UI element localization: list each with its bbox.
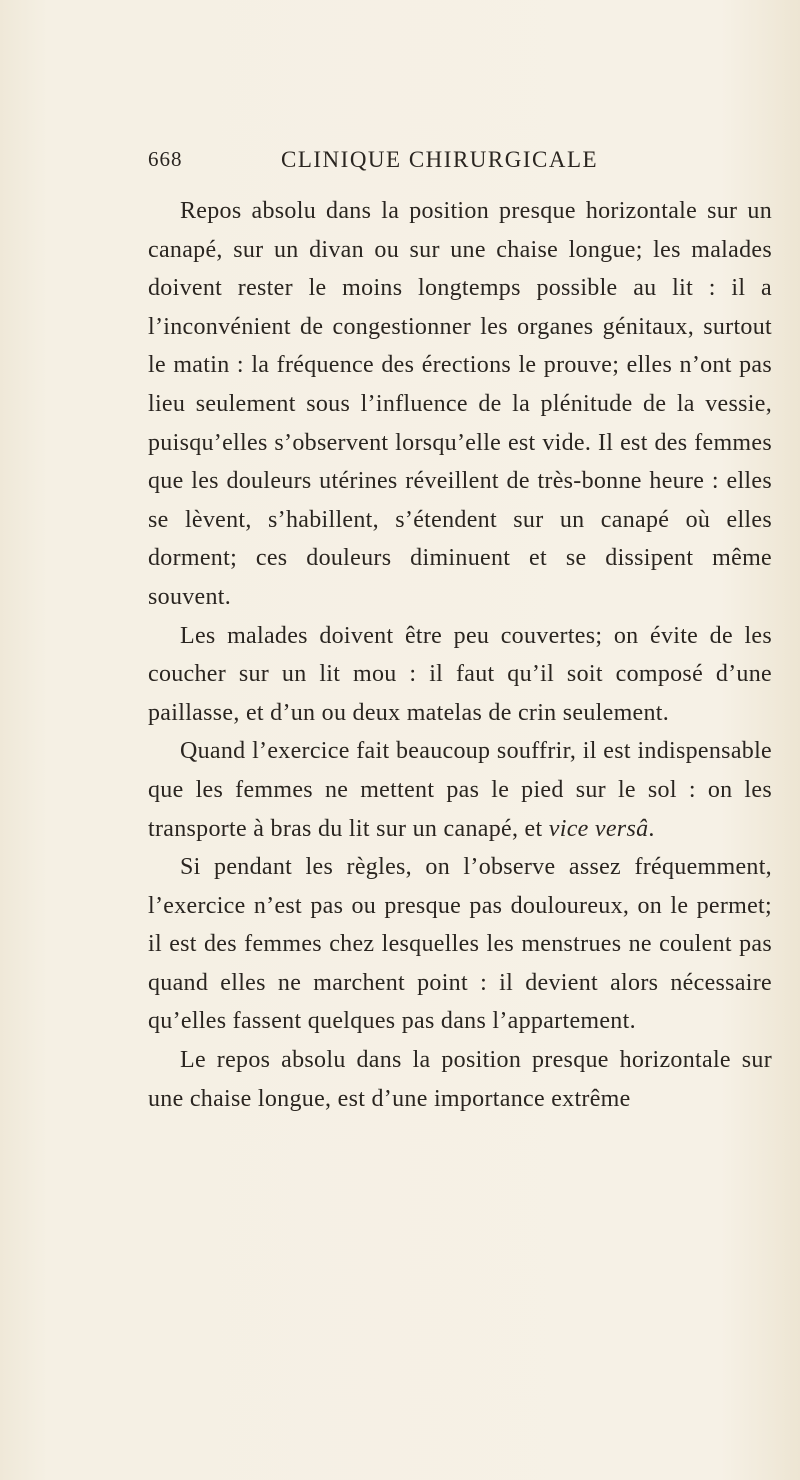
paragraph-regles: Si pendant les règles, on l’observe assez fréquemment, l’exercice n’est pas ou presque pas douloureux, on le permet; il est des femmes chez lesquelles les menstrues ne coulent pas quand elles ne marchent point : il devient alors nécessaire qu’elles fassent quelques pas dans l’appartement.: [148, 854, 772, 1035]
paragraph-chaise-longue: Le repos absolu dans la position presque horizontale sur une chaise longue, est d’une importance extrême: [148, 1047, 772, 1112]
paragraph-couvertes: Les malades doivent être peu couvertes; on évite de les coucher sur un lit mou : il faut qu’il soit composé d’une paillasse, et d’un ou deux matelas de crin seulement.: [148, 622, 772, 726]
paragraph-exercice-text: Quand l’exercice fait beaucoup souffrir, il est indispensable que les femmes ne mettent pas le pied sur le sol : on les transporte à bras du lit sur un canapé, et: [148, 738, 772, 842]
paragraph-exercice-end: .: [648, 815, 655, 842]
body-text: [148, 192, 772, 1118]
paragraph-repos-absolu: Repos absolu dans la position presque horizontale sur un canapé, sur un divan ou sur une chaise longue; les malades doivent rester le moins longtemps possible au lit : il a l’inconvénient de congestionner les organes génitaux, surtout le matin : la fréquence des érections le prouve; elles n’ont pas lieu seulement sous l’influence de la plénitude de la vessie, puisqu’elles s’observent lorsqu’elle est vide. Il est des femmes que les douleurs utérines réveillent de très-bonne heure : elles se lèvent, s’habillent, s’étendent sur un canapé où elles dorment; ces douleurs diminuent et se dissipent même souvent.: [148, 198, 772, 610]
paragraph-exercice: [148, 732, 772, 848]
running-title: CLINIQUE CHIRURGICALE: [281, 147, 599, 172]
page-number: 668: [148, 147, 183, 171]
page-header: [148, 147, 708, 187]
italic-phrase: vice versâ: [548, 815, 649, 842]
